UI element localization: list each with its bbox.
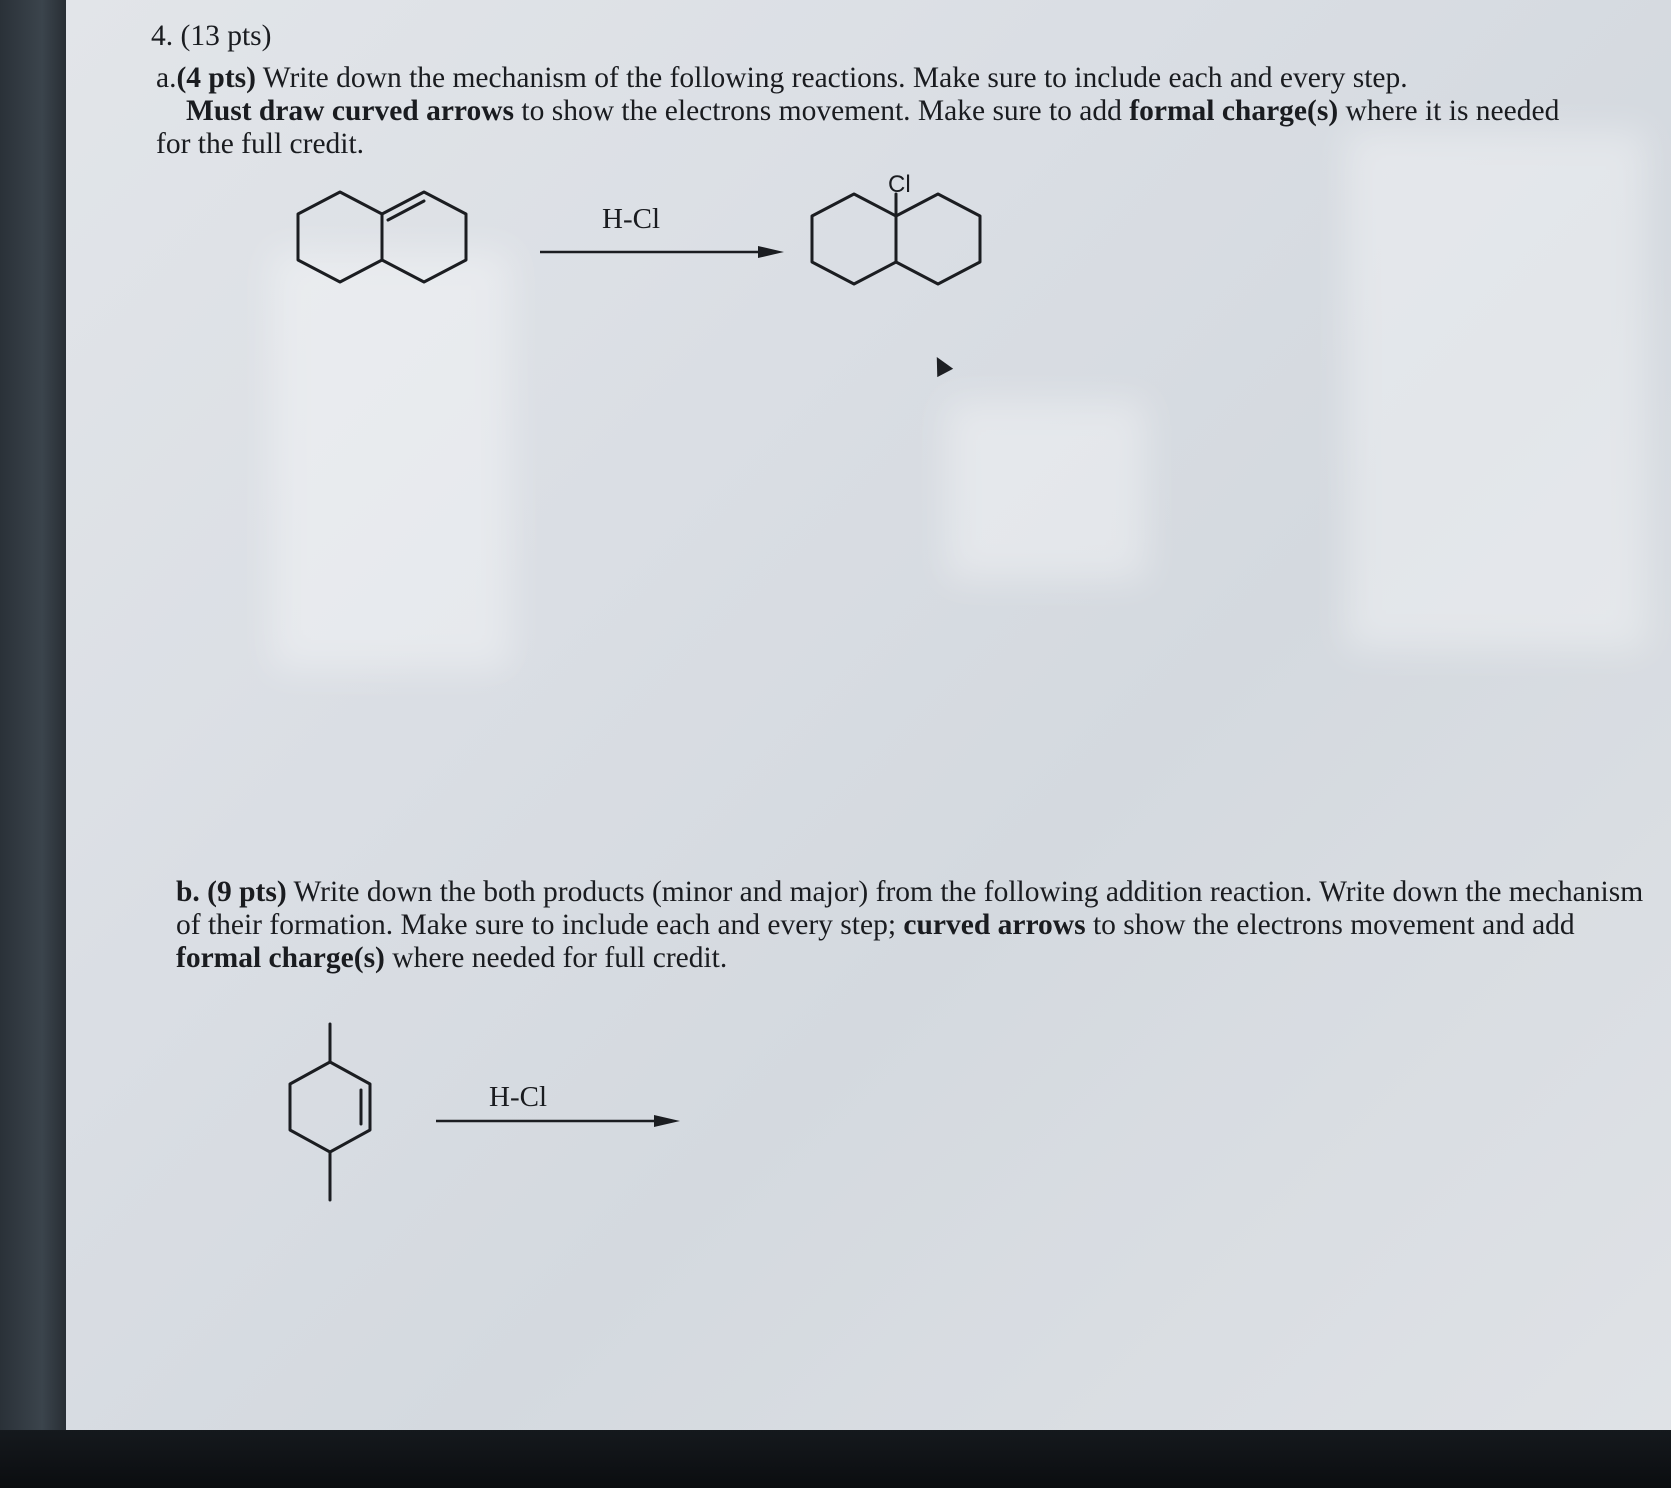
part-a-reaction-arrow <box>538 244 788 260</box>
part-b-emphasis-curved-arrows: curved arrows <box>903 909 1086 941</box>
part-a-emphasis-curved-arrows: Must draw curved arrows <box>186 95 515 127</box>
worksheet-page <box>66 0 1671 1430</box>
question-heading: 4. (13 pts) <box>151 20 272 52</box>
part-b-emphasis-formal-charge: formal charge(s) <box>176 942 385 974</box>
part-b-points: (9 pts) <box>207 876 287 908</box>
part-b-reaction-arrow <box>434 1113 684 1129</box>
part-a-label: a. <box>156 62 177 94</box>
part-a-prompt: a.(4 pts) Write down the mechanism of the following reactions. Make sure to include each and every step. Must draw curved arrows to show the electrons movement. Make sure to add formal charge(s) where it is needed for the full credit. <box>156 62 1560 160</box>
part-b-label: b. <box>176 876 200 908</box>
part-b-reagent: H-Cl <box>489 1081 547 1113</box>
part-a-emphasis-formal-charge: formal charge(s) <box>1129 95 1339 127</box>
screen-glare <box>271 250 511 670</box>
mouse-cursor-icon <box>929 353 953 377</box>
part-a-product-cl-label: Cl <box>888 171 911 198</box>
part-a-points: (4 pts) <box>176 62 256 94</box>
screen-glare <box>1346 130 1646 650</box>
part-a-product-structure <box>810 190 990 300</box>
part-a-reagent: H-Cl <box>602 203 660 235</box>
screen-glare <box>946 400 1146 580</box>
part-b-prompt: b. (9 pts) Write down the both products (minor and major) from the following addition reaction. Write down the mechanism of their formation. Make sure to include each and every step; curved arrows to show the electrons movement and add formal charge(s) where needed for full credit. <box>176 876 1644 974</box>
monitor-bezel-left <box>0 0 70 1488</box>
monitor-bezel-bottom <box>0 1430 1671 1488</box>
part-a-reactant-structure <box>296 190 476 300</box>
part-b-reactant-structure <box>286 1020 386 1210</box>
